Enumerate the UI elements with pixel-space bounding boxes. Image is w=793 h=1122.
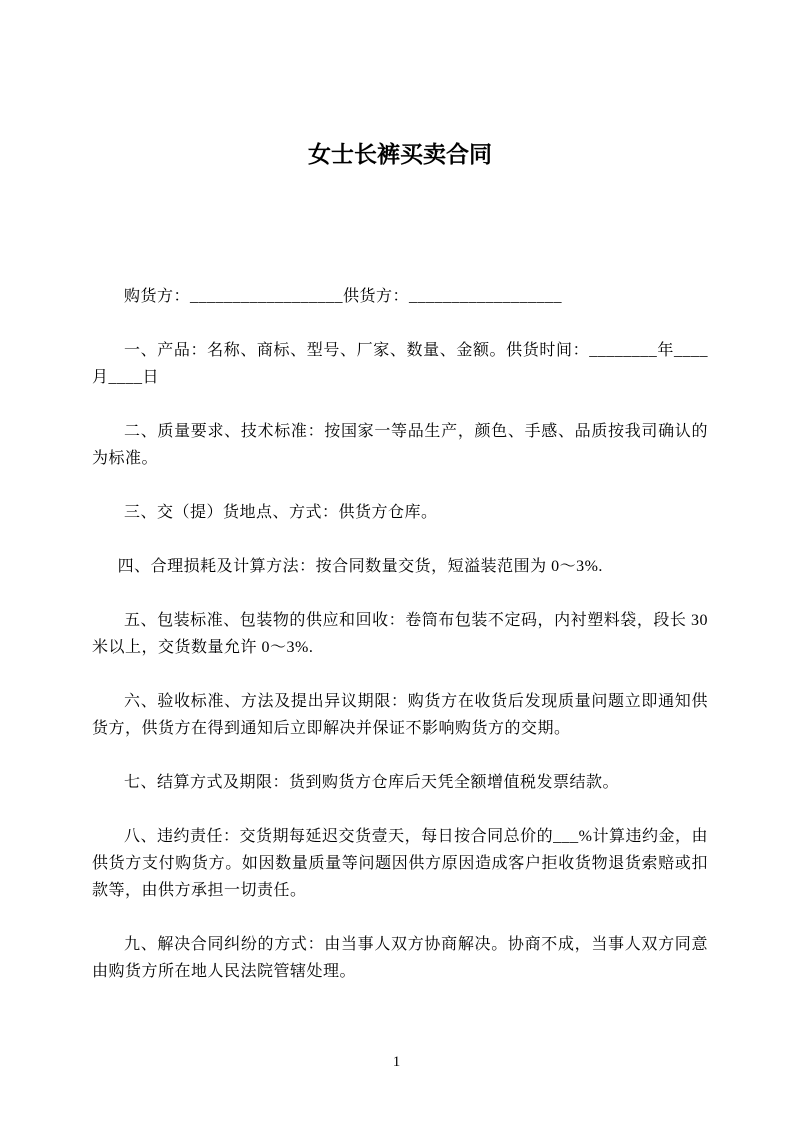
contract-clause-4-loss-calculation: 四、合理损耗及计算方法：按合同数量交货，短溢装范围为 0～3%. — [117, 558, 603, 575]
contract-clause-1-products: 一、产品：名称、商标、型号、厂家、数量、金额。供货时间：________年____月____日 — [92, 342, 708, 386]
page-number: 1 — [392, 1054, 401, 1070]
contract-clause-6-acceptance: 六、验收标准、方法及提出异议期限：购货方在收货后发现质量问题立即通知供货方，供货方在得到通知后立即解决并保证不影响购货方的交期。 — [92, 693, 708, 737]
contract-clause-7-settlement: 七、结算方式及期限：货到购货方仓库后天凭全额增值税发票结款。 — [124, 774, 620, 791]
contract-clause-5-packaging: 五、包装标准、包装物的供应和回收：卷筒布包装不定码，内衬塑料袋，段长 30 米以上，交货数量允许 0～3%. — [92, 612, 708, 656]
contract-clause-3-delivery: 三、交（提）货地点、方式：供货方仓库。 — [124, 504, 438, 521]
parties-line: 购货方：__________________供货方：__________________ — [124, 288, 563, 305]
contract-clause-8-breach-liability: 八、违约责任：交货期每延迟交货壹天，每日按合同总价的___%计算违约金，由供货方支付购货方。如因数量质量等问题因供方原因造成客户拒收货物退货索赔或扣款等，由供方承担一切责任。 — [92, 828, 708, 899]
document-title: 女士长裤买卖合同 — [308, 142, 492, 167]
contract-clause-9-dispute-resolution: 九、解决合同纠纷的方式：由当事人双方协商解决。协商不成，当事人双方同意由购货方所在地人民法院管辖处理。 — [92, 936, 708, 980]
contract-clause-2-quality: 二、质量要求、技术标准：按国家一等品生产，颜色、手感、品质按我司确认的为标准。 — [92, 423, 708, 467]
